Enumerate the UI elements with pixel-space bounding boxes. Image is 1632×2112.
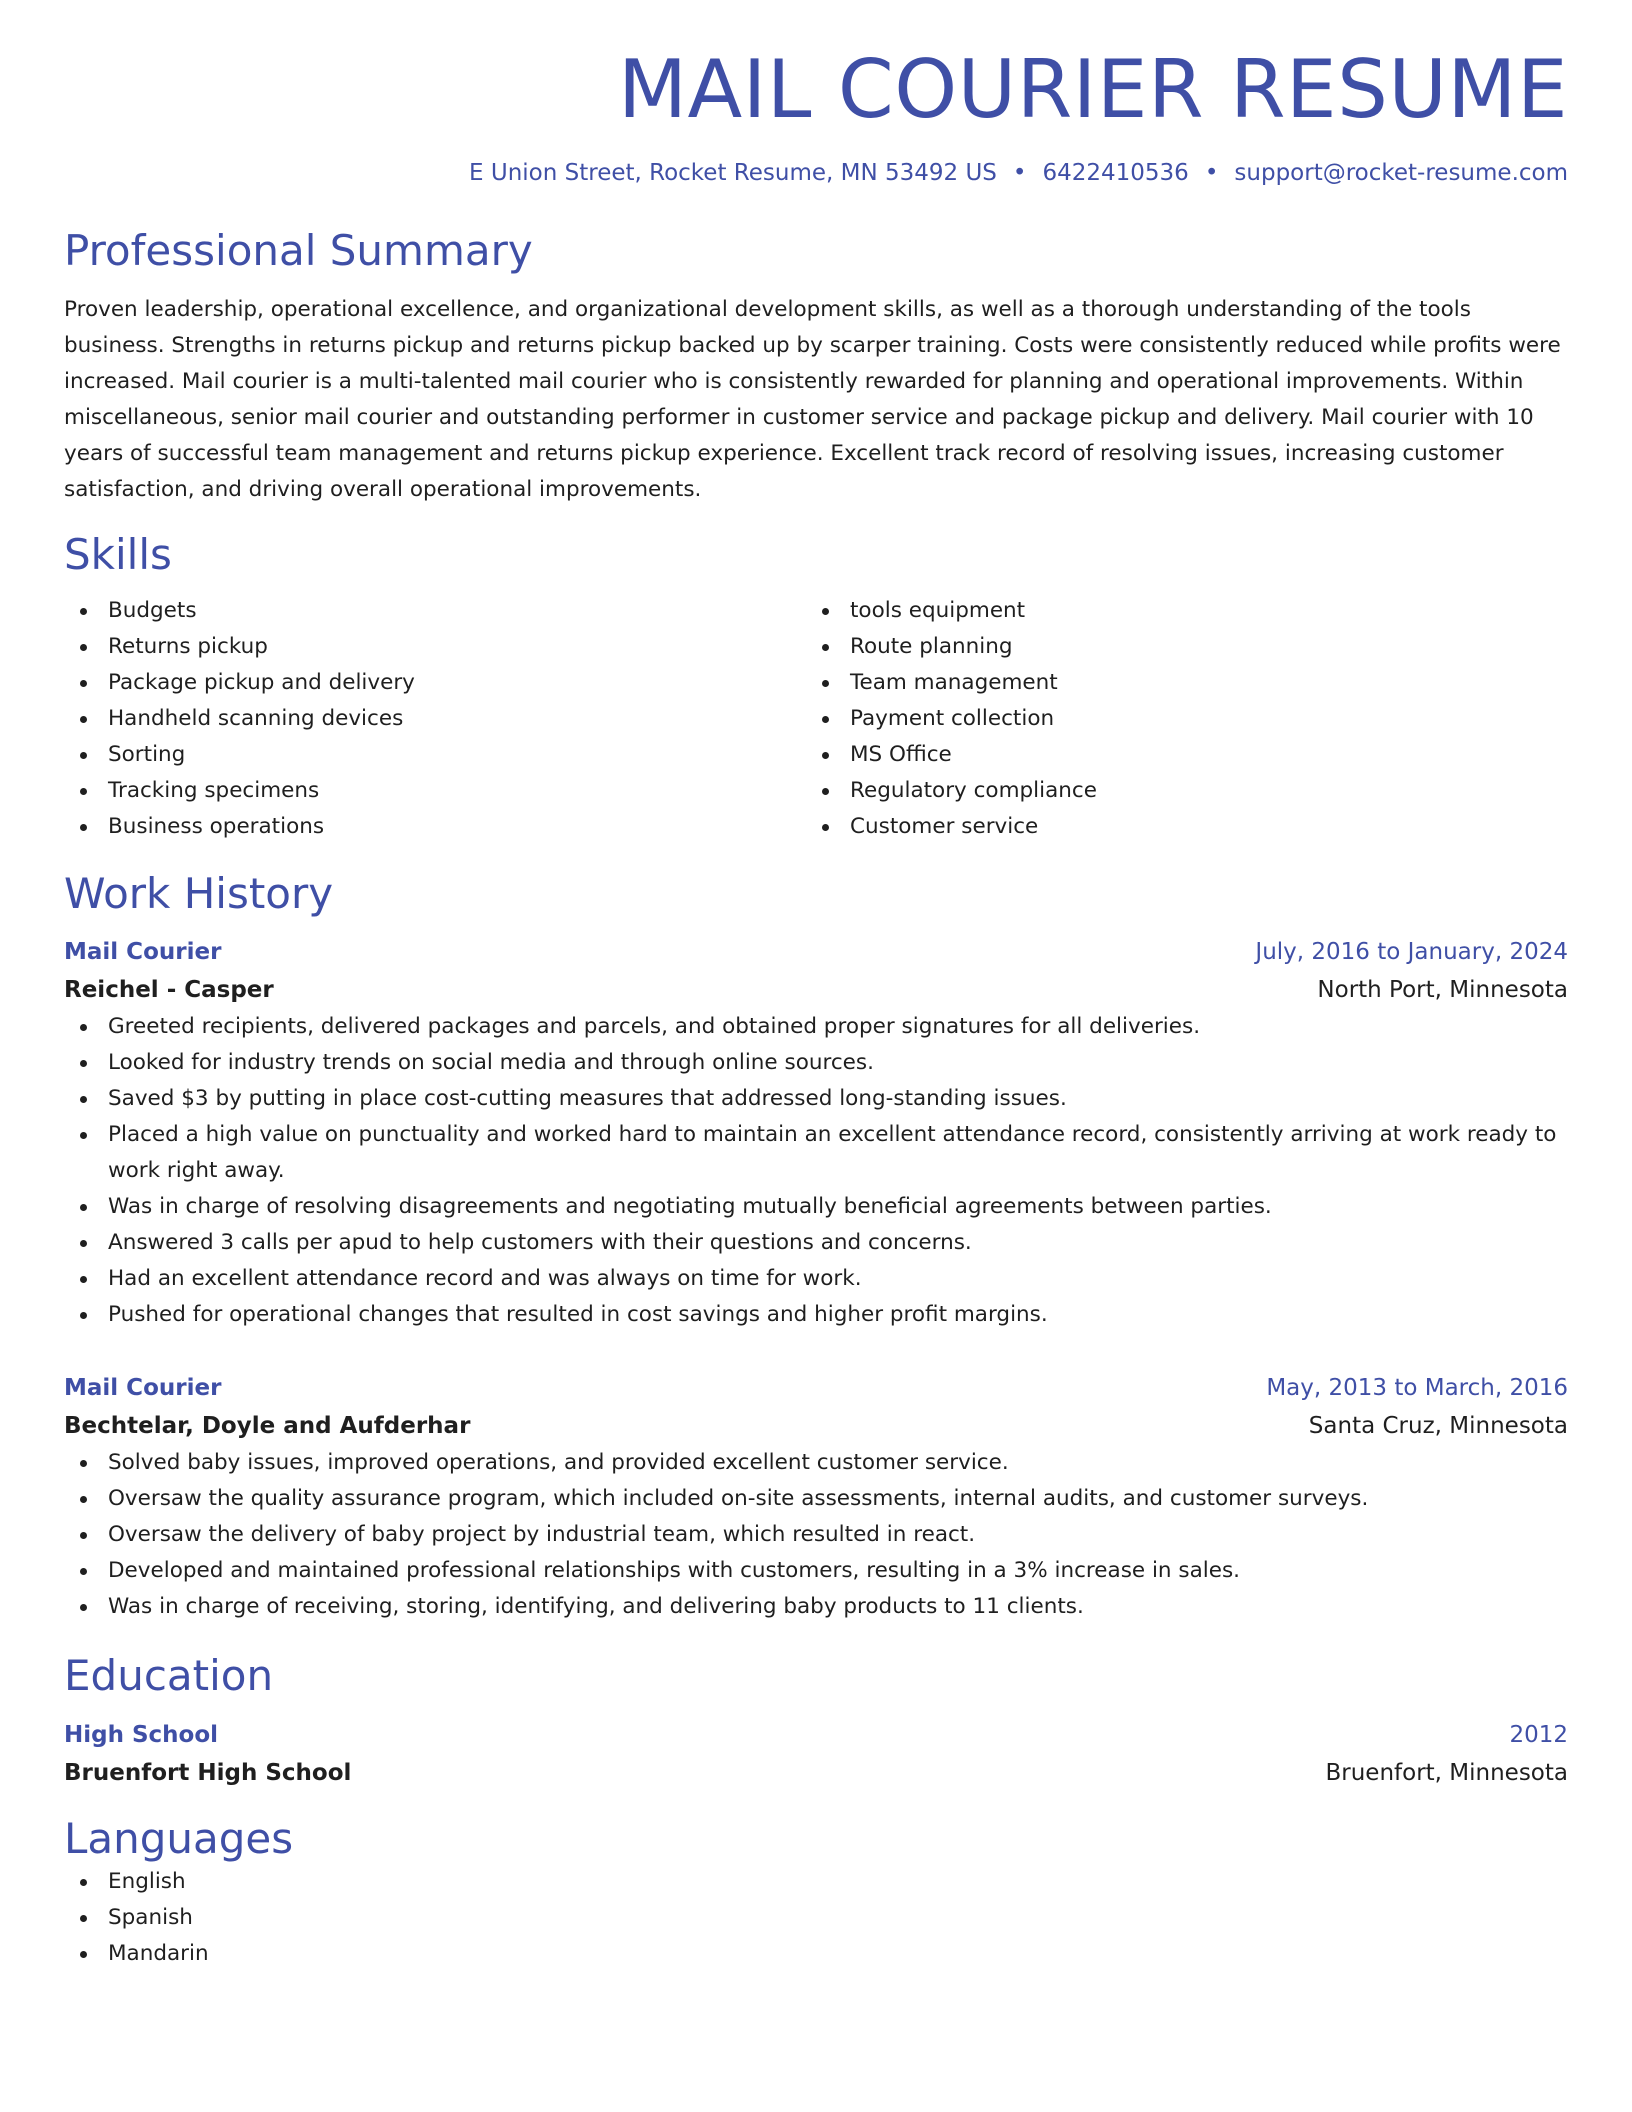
languages-list xyxy=(64,1864,1568,1972)
contact-separator: • xyxy=(1012,160,1027,186)
skills-heading: Skills xyxy=(64,530,172,580)
job-entry xyxy=(64,1369,1568,1625)
skill-item: Business operations xyxy=(64,809,806,845)
job-bullet-list xyxy=(64,1009,1568,1333)
job-bullet: Was in charge of receiving, storing, identifying, and delivering baby products to 11 clients. xyxy=(64,1589,1568,1625)
job-bullet: Looked for industry trends on social media and through online sources. xyxy=(64,1045,1568,1081)
job-header-row xyxy=(64,933,1568,971)
languages-heading: Languages xyxy=(64,1813,294,1863)
job-company-row xyxy=(64,1407,1568,1445)
job-bullet: Oversaw the delivery of baby project by industrial team, which resulted in react. xyxy=(64,1517,1568,1553)
language-item: Mandarin xyxy=(64,1936,1568,1972)
job-company: Bechtelar, Doyle and Aufderhar xyxy=(64,1413,471,1440)
job-location: Santa Cruz, Minnesota xyxy=(1308,1413,1568,1440)
job-bullet: Had an excellent attendance record and was always on time for work. xyxy=(64,1261,1568,1297)
skill-item: Team management xyxy=(806,665,1548,701)
skill-item: Customer service xyxy=(806,809,1548,845)
job-bullet: Pushed for operational changes that resulted in cost savings and higher profit margins. xyxy=(64,1297,1568,1333)
language-item: English xyxy=(64,1864,1568,1900)
job-dates: May, 2013 to March, 2016 xyxy=(1266,1375,1568,1402)
job-company: Reichel - Casper xyxy=(64,977,274,1004)
summary-text: Proven leadership, operational excellence, and organizational development skills, as well as a thorough understanding of the tools business. Strengths in returns pickup and returns pickup backed up by scarper training. Costs were consistently reduced while profits were increased. Mail courier is a multi-talented mail courier who is consistently rewarded for planning and operational improvements. Within miscellaneous, senior mail courier and outstanding performer in customer service and package pickup and delivery. Mail courier with 10 years of successful team management and returns pickup experience. Excellent track record of resolving issues, increasing customer satisfaction, and driving overall operational improvements. xyxy=(64,297,1561,503)
skill-item: Returns pickup xyxy=(64,629,806,665)
language-item: Spanish xyxy=(64,1900,1568,1936)
contact-separator: • xyxy=(1204,160,1219,186)
job-company-row xyxy=(64,971,1568,1009)
job-bullet-list xyxy=(64,1445,1568,1625)
education-entry xyxy=(64,1716,1568,1792)
skill-item: Route planning xyxy=(806,629,1548,665)
education-heading: Education xyxy=(64,1651,274,1701)
education-header-row xyxy=(64,1716,1568,1754)
contact-phone: 6422410536 xyxy=(1042,160,1189,186)
skill-item: tools equipment xyxy=(806,593,1548,629)
job-bullet: Solved baby issues, improved operations, and provided excellent customer service. xyxy=(64,1445,1568,1481)
contact-line xyxy=(64,160,1568,186)
skill-item: Package pickup and delivery xyxy=(64,665,806,701)
job-title: Mail Courier xyxy=(64,1375,222,1402)
job-bullet: Placed a high value on punctuality and worked hard to maintain an excellent attendance record, consistently arriving at work ready to work right away. xyxy=(64,1117,1568,1189)
skill-item: Tracking specimens xyxy=(64,773,806,809)
job-bullet: Was in charge of resolving disagreements and negotiating mutually beneficial agreements between parties. xyxy=(64,1189,1568,1225)
skills-list-right xyxy=(806,593,1548,845)
education-degree: High School xyxy=(64,1721,219,1748)
skills-columns xyxy=(64,593,1568,845)
job-bullet: Developed and maintained professional relationships with customers, resulting in a 3% increase in sales. xyxy=(64,1553,1568,1589)
job-bullet: Oversaw the quality assurance program, which included on-site assessments, internal audits, and customer surveys. xyxy=(64,1481,1568,1517)
job-header-row xyxy=(64,1369,1568,1407)
work-history-heading: Work History xyxy=(64,868,334,918)
job-dates: July, 2016 to January, 2024 xyxy=(1255,939,1568,966)
skill-item: Budgets xyxy=(64,593,806,629)
skills-list-left xyxy=(64,593,806,845)
education-school-row xyxy=(64,1754,1568,1792)
job-location: North Port, Minnesota xyxy=(1317,977,1568,1004)
summary-heading: Professional Summary xyxy=(64,226,533,275)
skill-item: MS Office xyxy=(806,737,1548,773)
skill-item: Regulatory compliance xyxy=(806,773,1548,809)
job-bullet: Saved $3 by putting in place cost-cutting measures that addressed long-standing issues. xyxy=(64,1081,1568,1117)
job-title: Mail Courier xyxy=(64,939,222,966)
skill-item: Sorting xyxy=(64,737,806,773)
contact-address: E Union Street, Rocket Resume, MN 53492 US xyxy=(469,160,997,186)
education-school: Bruenfort High School xyxy=(64,1759,352,1786)
skill-item: Handheld scanning devices xyxy=(64,701,806,737)
contact-email: support@rocket-resume.com xyxy=(1234,160,1568,186)
job-entry xyxy=(64,933,1568,1333)
education-year: 2012 xyxy=(1509,1721,1568,1748)
education-location: Bruenfort, Minnesota xyxy=(1325,1759,1568,1786)
job-bullet: Answered 3 calls per apud to help customers with their questions and concerns. xyxy=(64,1225,1568,1261)
skill-item: Payment collection xyxy=(806,701,1548,737)
resume-title: MAIL COURIER RESUME xyxy=(617,43,1568,136)
job-bullet: Greeted recipients, delivered packages and parcels, and obtained proper signatures for all deliveries. xyxy=(64,1009,1568,1045)
